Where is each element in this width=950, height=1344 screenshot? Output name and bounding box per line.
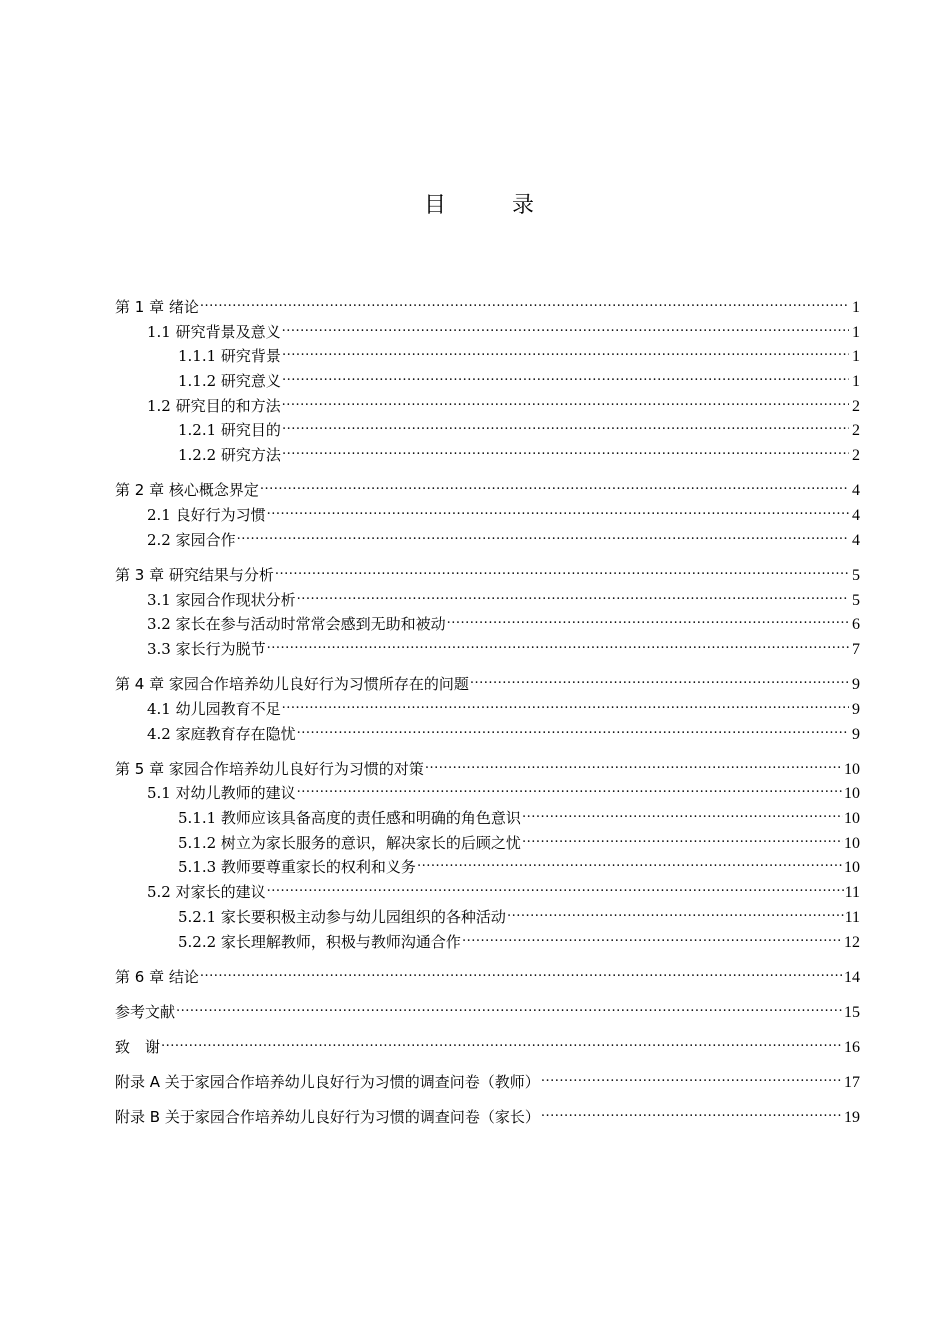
toc-entry-page: 2 xyxy=(852,447,860,465)
toc-entry-label: 3.2 家长在参与活动时常常会感到无助和被动 xyxy=(147,615,446,634)
dot-leader xyxy=(282,442,849,460)
toc-entry-label: 3.3 家长行为脱节 xyxy=(147,639,266,658)
table-of-contents xyxy=(115,294,860,1129)
toc-entry-label: 1.2.2 研究方法 xyxy=(178,446,281,465)
toc-entry[interactable] xyxy=(115,477,860,502)
toc-entry[interactable] xyxy=(115,756,860,781)
dot-leader xyxy=(447,611,849,629)
toc-entry-page: 11 xyxy=(844,884,860,902)
toc-entry-label: 5.1 对幼儿教师的建议 xyxy=(147,784,296,803)
dot-leader xyxy=(417,854,843,872)
toc-entry[interactable] xyxy=(115,562,860,587)
toc-entry-page: 4 xyxy=(852,482,860,500)
toc-entry-page: 4 xyxy=(852,531,860,549)
toc-entry[interactable] xyxy=(115,502,860,527)
toc-entry-label: 第 5 章 家园合作培养幼儿良好行为习惯的对策 xyxy=(115,759,424,778)
dot-leader xyxy=(282,343,849,361)
toc-entry[interactable] xyxy=(115,964,860,989)
toc-entry-page: 10 xyxy=(844,834,860,852)
toc-entry-page: 19 xyxy=(844,1109,860,1127)
toc-entry-label: 3.1 家园合作现状分析 xyxy=(147,590,296,609)
toc-entry[interactable] xyxy=(115,830,860,855)
dot-leader xyxy=(507,904,844,922)
dot-leader xyxy=(541,1104,843,1122)
dot-leader xyxy=(275,562,849,580)
dot-leader xyxy=(297,780,843,798)
toc-entry[interactable] xyxy=(115,904,860,929)
toc-entry-label: 附录 B 关于家园合作培养幼儿良好行为习惯的调查问卷（家长） xyxy=(115,1108,540,1127)
toc-entry-page: 1 xyxy=(852,373,860,391)
toc-entry-label: 5.2 对家长的建议 xyxy=(147,883,266,902)
toc-entry-label: 第 4 章 家园合作培养幼儿良好行为习惯所存在的问题 xyxy=(115,675,469,694)
dot-leader xyxy=(282,696,849,714)
dot-leader xyxy=(267,636,849,654)
toc-entry[interactable] xyxy=(115,587,860,612)
toc-entry[interactable] xyxy=(115,343,860,368)
toc-entry[interactable] xyxy=(115,611,860,636)
toc-entry[interactable] xyxy=(115,929,860,954)
toc-entry[interactable] xyxy=(115,1034,860,1059)
toc-entry[interactable] xyxy=(115,636,860,661)
dot-leader xyxy=(282,393,849,411)
dot-leader xyxy=(161,1034,843,1052)
toc-entry-label: 5.1.1 教师应该具备高度的责任感和明确的角色意识 xyxy=(178,809,521,828)
toc-entry[interactable] xyxy=(115,999,860,1024)
toc-entry-page: 1 xyxy=(852,323,860,341)
toc-entry-label: 参考文献 xyxy=(115,1002,176,1021)
toc-entry-page: 14 xyxy=(844,968,860,986)
toc-entry-label: 4.2 家庭教育存在隐忧 xyxy=(147,724,296,743)
toc-entry-page: 7 xyxy=(852,640,860,658)
toc-entry-page: 9 xyxy=(852,700,860,718)
dot-leader xyxy=(297,587,849,605)
toc-entry-label: 第 3 章 研究结果与分析 xyxy=(115,565,274,584)
toc-entry[interactable] xyxy=(115,696,860,721)
toc-entry[interactable] xyxy=(115,1069,860,1094)
toc-entry-label: 致 谢 xyxy=(115,1038,161,1057)
toc-entry-page: 15 xyxy=(844,1003,860,1021)
toc-entry-page: 9 xyxy=(852,725,860,743)
toc-entry-page: 6 xyxy=(852,616,860,634)
toc-entry[interactable] xyxy=(115,527,860,552)
toc-entry-page: 5 xyxy=(852,566,860,584)
toc-entry-label: 5.1.3 教师要尊重家长的权利和义务 xyxy=(178,858,416,877)
dot-leader xyxy=(282,417,849,435)
toc-entry[interactable] xyxy=(115,319,860,344)
toc-entry-page: 1 xyxy=(852,348,860,366)
toc-entry-label: 1.2.1 研究目的 xyxy=(178,421,281,440)
toc-entry[interactable] xyxy=(115,854,860,879)
toc-entry-label: 附录 A 关于家园合作培养幼儿良好行为习惯的调查问卷（教师） xyxy=(115,1073,540,1092)
toc-entry[interactable] xyxy=(115,393,860,418)
dot-leader xyxy=(425,756,843,774)
toc-entry[interactable] xyxy=(115,805,860,830)
toc-entry-page: 10 xyxy=(844,859,860,877)
toc-entry[interactable] xyxy=(115,1104,860,1129)
dot-leader xyxy=(260,477,849,495)
toc-entry-label: 5.2.2 家长理解教师，积极与教师沟通合作 xyxy=(178,932,461,951)
dot-leader xyxy=(522,805,843,823)
toc-entry[interactable] xyxy=(115,671,860,696)
toc-entry[interactable] xyxy=(115,879,860,904)
dot-leader xyxy=(541,1069,843,1087)
dot-leader xyxy=(267,879,844,897)
dot-leader xyxy=(200,294,849,312)
toc-entry-label: 5.1.2 树立为家长服务的意识，解决家长的后顾之忧 xyxy=(178,833,521,852)
toc-entry-page: 16 xyxy=(844,1039,860,1057)
toc-entry-label: 第 6 章 结论 xyxy=(115,967,199,986)
toc-entry-page: 9 xyxy=(852,676,860,694)
toc-entry-label: 2.2 家园合作 xyxy=(147,530,236,549)
page-title: 目 录 xyxy=(423,193,556,218)
toc-entry[interactable] xyxy=(115,442,860,467)
toc-entry-label: 第 1 章 绪论 xyxy=(115,298,199,316)
dot-leader xyxy=(462,929,843,947)
toc-entry[interactable] xyxy=(115,721,860,746)
toc-entry-label: 1.2 研究目的和方法 xyxy=(147,396,281,415)
toc-entry-label: 1.1 研究背景及意义 xyxy=(147,322,281,341)
toc-entry-page: 12 xyxy=(844,933,860,951)
toc-entry-page: 2 xyxy=(852,422,860,440)
toc-entry-label: 1.1.1 研究背景 xyxy=(178,347,281,366)
toc-entry[interactable] xyxy=(115,780,860,805)
toc-entry-page: 2 xyxy=(852,397,860,415)
toc-entry[interactable] xyxy=(115,417,860,442)
toc-entry-page: 5 xyxy=(852,591,860,609)
toc-entry[interactable] xyxy=(115,368,860,393)
toc-entry-label: 第 2 章 核心概念界定 xyxy=(115,481,259,500)
dot-leader xyxy=(282,319,849,337)
toc-entry-label: 5.2.1 家长要积极主动参与幼儿园组织的各种活动 xyxy=(178,907,506,926)
dot-leader xyxy=(176,999,843,1017)
dot-leader xyxy=(267,502,849,520)
toc-entry-page: 11 xyxy=(844,908,860,926)
toc-entry-label: 1.1.2 研究意义 xyxy=(178,372,281,391)
dot-leader xyxy=(200,964,843,982)
dot-leader xyxy=(237,527,849,545)
dot-leader xyxy=(522,830,843,848)
toc-entry-page: 1 xyxy=(852,299,860,316)
dot-leader xyxy=(282,368,849,386)
toc-entry-label: 2.1 良好行为习惯 xyxy=(147,506,266,524)
toc-entry-page: 10 xyxy=(844,785,860,803)
dot-leader xyxy=(470,671,849,689)
toc-entry-page: 4 xyxy=(852,507,860,524)
toc-entry-page: 10 xyxy=(844,760,860,778)
dot-leader xyxy=(297,721,849,739)
toc-entry-label: 4.1 幼儿园教育不足 xyxy=(147,699,281,718)
toc-entry-page: 17 xyxy=(844,1074,860,1092)
toc-entry[interactable] xyxy=(115,294,860,319)
toc-entry-page: 10 xyxy=(844,810,860,828)
